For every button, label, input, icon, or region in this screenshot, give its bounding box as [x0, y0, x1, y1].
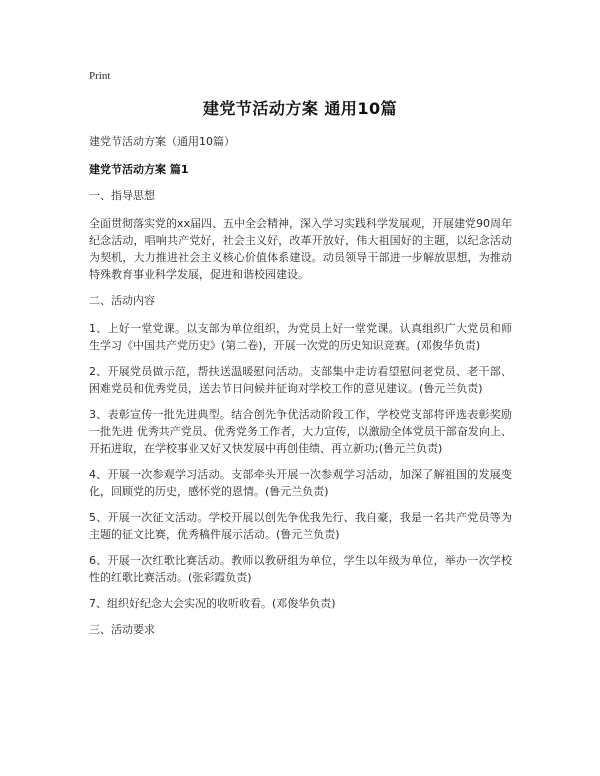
activity-item-5: 5、开展一次征文活动。学校开展以创先争优我先行、我自豪，我是一名共产党员等为主题的征文比赛，优秀稿件展示活动。(鲁元兰负责): [89, 511, 512, 541]
heading-activity-content: 二、活动内容: [89, 294, 155, 307]
document-title: 建党节活动方案 通用10篇: [202, 99, 398, 118]
heading-guiding-ideology: 一、指导思想: [89, 189, 155, 202]
activity-item-3: 3、表彰宣传一批先进典型。结合创先争优活动阶段工作，学校党支部将评选表彰奖励一批先进 优秀共产党员、优秀党务工作者，大力宣传，以激励全体党员干部奋发向上、开拓进取，在学校事业又好又快发展中再创佳绩、再立新功;(鲁元兰负责): [89, 408, 512, 455]
heading-activity-requirements: 三、活动要求: [89, 623, 155, 636]
guiding-paragraph: 全面贯彻落实党的xx届四、五中全会精神，深入学习实践科学发展观，开展建党90周年纪念活动，唱响共产党好，社会主义好，改革开放好，伟大祖国好的主题，以纪念活动为契机，大力推进社会主义核心价值体系建设。动员领导干部进一步解放思想，为推动特殊教育事业科学发展，促进和谐校园建设。: [89, 217, 513, 281]
activity-item-6: 6、开展一次红歌比赛活动。教师以教研组为单位，学生以年级为单位，举办一次学校性的红歌比赛活动。(张彩霞负责): [89, 554, 512, 584]
activity-item-2: 2、开展党员做示范，帮扶送温暖慰问活动。支部集中走访看望慰问老党员、老干部、困难党员和优秀党员，送去节日问候并征询对学校工作的意见建议。(鲁元兰负责): [89, 365, 512, 395]
document-subtitle: 建党节活动方案（通用10篇）: [89, 135, 235, 148]
activity-item-4: 4、开展一次参观学习活动。支部牵头开展一次参观学习活动，加深了解祖国的发展变化，回顾党的历史，感怀党的恩情。(鲁元兰负责): [89, 468, 512, 498]
document-body: [89, 133, 512, 649]
activity-item-7: 7、组织好纪念大会实况的收听收看。(邓俊华负责): [89, 597, 336, 610]
activity-item-1: 1、上好一堂党课。以支部为单位组织，为党员上好一堂党课。认真组织广大党员和师生学习《中国共产党历史》(第二卷)，开展一次党的历史知识竞赛。(邓俊华负责): [89, 322, 512, 352]
section-title: 建党节活动方案 篇1: [89, 163, 189, 176]
print-label[interactable]: Print: [89, 70, 111, 82]
